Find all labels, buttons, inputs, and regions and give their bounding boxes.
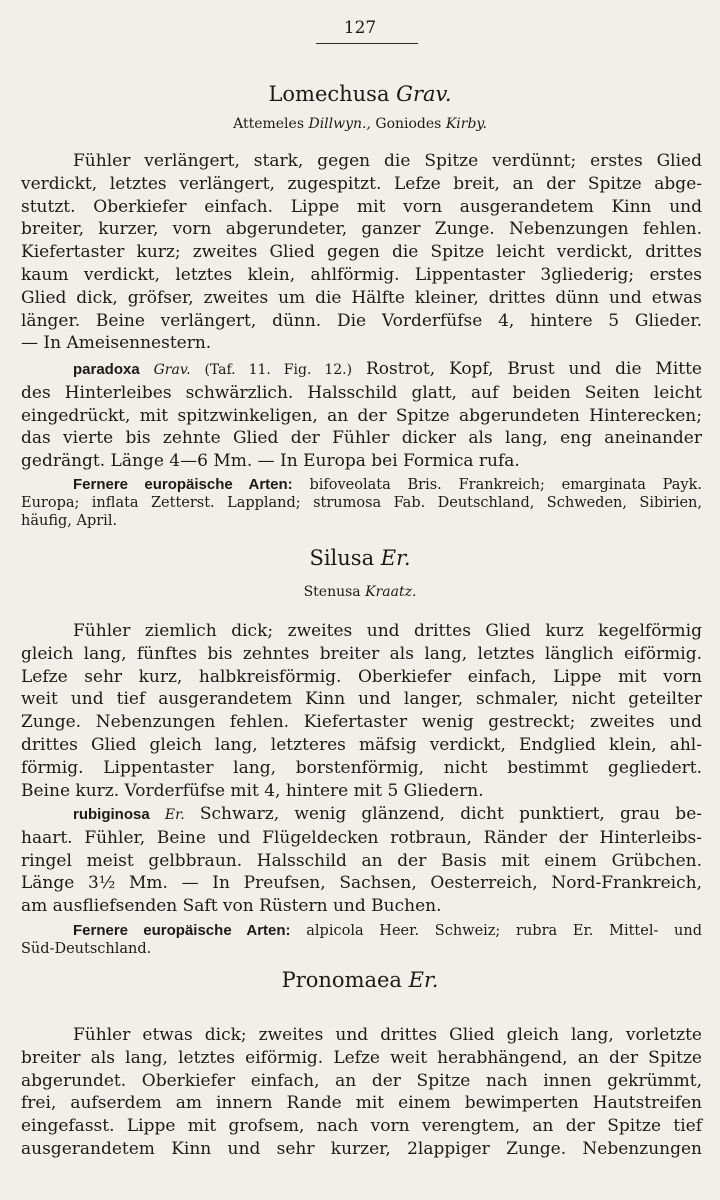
species-entry-paradoxa	[21, 358, 702, 473]
text-line: Rostrot, Kopf, Brust und die Mitte	[365, 359, 702, 379]
text-line: haart. Fühler, Beine und Flügeldecken rotbraun, Ränder der Hinterleibs-	[21, 827, 702, 848]
text-line: frei, aufserdem am innern Rande mit einem bewimperten Hautstreifen	[21, 1093, 702, 1114]
text-line: Länge 3½ Mm. — In Preufsen, Sachsen, Oesterreich, Nord-Frankreich,	[21, 873, 702, 894]
further-species-label: Fernere europäische Arten:	[73, 476, 293, 493]
species-name: paradoxa	[73, 361, 140, 378]
text-line: drittes Glied gleich lang, letzteres mäfsig verdickt, Endglied klein, ahl-	[21, 734, 702, 755]
synonym-name: Attemeles	[233, 116, 305, 132]
genus-name: Pronomaea	[281, 968, 402, 992]
text-line: gedrängt. Länge 4—6 Mm. — In Europa bei Formica rufa.	[21, 451, 520, 472]
text-line: Zunge. Nebenzungen fehlen. Kiefertaster wenig gestreckt; zweites und	[21, 712, 702, 733]
header-rule	[316, 43, 418, 44]
synonym-author: Kirby.	[445, 116, 487, 132]
synonym-author: Kraatz.	[365, 584, 417, 600]
plate-reference: (Taf. 11. Fig. 12.)	[204, 362, 353, 378]
text-line: länger. Beine verlängert, dünn. Die Vorderfüfse 4, hintere 5 Glieder.	[21, 310, 702, 331]
text-line: breiter als lang, letztes eiförmig. Lefze weit herabhängend, an der Spitze	[21, 1047, 702, 1068]
text-line: Schwarz, wenig glänzend, dicht punktiert, grau be-	[199, 804, 702, 824]
species-entry-rubiginosa	[21, 803, 702, 918]
text-line: Beine kurz. Vorderfüfse mit 4, hintere mit 5 Gliedern.	[21, 780, 484, 801]
text-line: verdickt, letztes verlängert, zugespitzt. Lefze breit, an der Spitze abge-	[21, 173, 702, 194]
text-line: Fühler verlängert, stark, gegen die Spitze verdünnt; erstes Glied	[73, 151, 702, 171]
text-line: alpicola Heer. Schweiz; rubra Er. Mittel- und	[306, 923, 703, 939]
genus-description-lomechusa	[21, 150, 702, 355]
species-author: Er.	[164, 807, 185, 823]
text-line: Kiefertaster kurz; zweites Glied gegen die Spitze leicht verdickt, drittes	[21, 242, 702, 263]
genus-description-pronomaea	[21, 1024, 702, 1161]
text-line: ringel meist gelbbraun. Halsschild an der Basis mit einem Grübchen.	[21, 850, 702, 871]
synonym-name: Stenusa	[303, 584, 361, 600]
synonym-line-lomechusa	[0, 116, 720, 132]
text-line: abgerundet. Oberkiefer einfach, an der Spitze nach innen gekrümmt,	[21, 1070, 702, 1091]
genus-name: Lomechusa	[268, 82, 390, 106]
text-line: gleich lang, fünftes bis zehntes breiter als lang, letztes länglich eiförmig.	[21, 643, 702, 664]
page-number: 127	[343, 18, 377, 38]
text-line: des Hinterleibes schwärzlich. Halsschild glatt, auf beiden Seiten leicht	[21, 382, 702, 403]
text-line: kaum verdickt, letztes klein, ahlförmig. Lippentaster 3gliederig; erstes	[21, 264, 702, 285]
text-line: am ausfliefsenden Saft von Rüstern und Buchen.	[21, 896, 442, 917]
genus-description-silusa	[21, 620, 702, 802]
synonym-line-silusa	[0, 584, 720, 600]
further-species-label: Fernere europäische Arten:	[73, 922, 291, 939]
text-line: bifoveolata Bris. Frankreich; emarginata Payk.	[309, 477, 703, 493]
text-line: förmig. Lippentaster lang, borstenförmig, nicht bestimmt gegliedert.	[21, 757, 702, 778]
genus-author: Grav.	[396, 82, 452, 106]
text-line: weit und tief ausgerandetem Kinn und langer, schmaler, nicht geteilter	[21, 689, 702, 710]
further-species-silusa	[21, 922, 702, 958]
species-author: Grav.	[153, 362, 191, 378]
synonym-author: Dillwyn.,	[308, 116, 371, 132]
text-line: Lefze sehr kurz, halbkreisförmig. Oberkiefer einfach, Lippe mit vorn	[21, 666, 702, 687]
text-line: Fühler etwas dick; zweites und drittes Glied gleich lang, vorletzte	[73, 1025, 702, 1045]
text-line: ausgerandetem Kinn und sehr kurzer, 2lappiger Zunge. Nebenzungen	[21, 1138, 702, 1159]
genus-heading-silusa	[0, 546, 720, 570]
text-line: Fühler ziemlich dick; zweites und drittes Glied kurz kegelförmig	[73, 621, 702, 641]
further-species-lomechusa	[21, 476, 702, 530]
text-line: breiter, kurzer, vorn abgerundeter, ganzer Zunge. Nebenzungen fehlen.	[21, 219, 702, 240]
text-line: Europa; inflata Zetterst. Lappland; strumosa Fab. Deutschland, Schweden, Sibirien,	[21, 495, 702, 511]
genus-heading-lomechusa	[0, 82, 720, 106]
genus-author: Er.	[380, 546, 411, 570]
text-line: eingefasst. Lippe mit grofsem, nach vorn verengtem, an der Spitze tief	[21, 1116, 702, 1137]
text-line: Glied dick, gröfser, zweites um die Hälfte kleiner, drittes dünn und etwas	[21, 287, 702, 308]
genus-heading-pronomaea	[0, 968, 720, 992]
genus-name: Silusa	[309, 546, 375, 570]
text-line: das vierte bis zehnte Glied der Fühler dicker als lang, eng aneinander	[21, 428, 702, 449]
text-line: eingedrückt, mit spitzwinkeligen, an der Spitze abgerundeten Hinterecken;	[21, 405, 702, 426]
species-name: rubiginosa	[73, 806, 150, 823]
text-line: Süd-Deutschland.	[21, 941, 152, 957]
synonym-name: Goniodes	[375, 116, 442, 132]
text-line: — In Ameisennestern.	[21, 333, 212, 354]
text-line: häufig, April.	[21, 513, 118, 529]
text-line: stutzt. Oberkiefer einfach. Lippe mit vorn ausgerandetem Kinn und	[21, 196, 702, 217]
genus-author: Er.	[408, 968, 439, 992]
